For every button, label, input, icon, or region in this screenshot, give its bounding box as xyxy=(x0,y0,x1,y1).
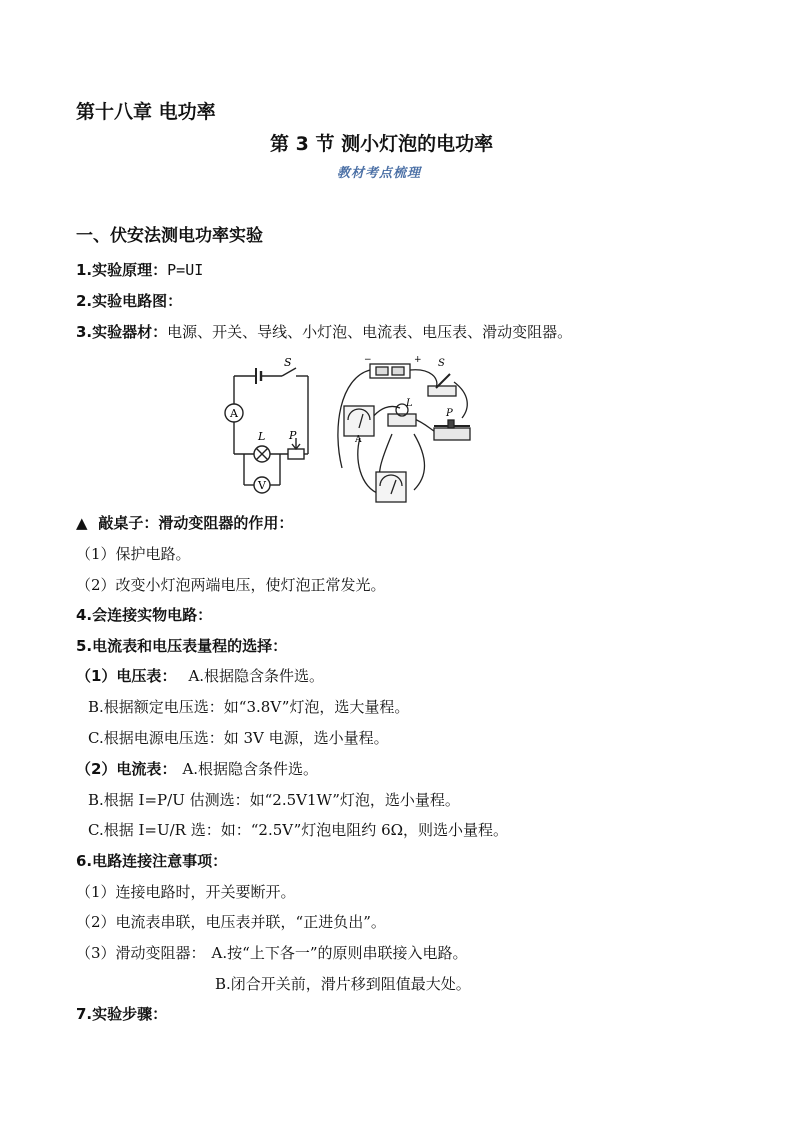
switch-label: S xyxy=(284,356,292,369)
item5-label: 5.电流表和电压表量程的选择： xyxy=(76,637,288,655)
battery-minus-label: − xyxy=(364,355,372,365)
rheostat-slider-label: P xyxy=(289,429,297,442)
triangle-icon: ▲ xyxy=(76,514,88,532)
ammeter-option-b: B.根据 I=P/U 估测选：如“2.5V1W”灯泡，选小量程。 xyxy=(88,791,460,809)
principle-line xyxy=(76,260,203,280)
lamp-label: L xyxy=(258,430,266,443)
ammeter-option-a: A.根据隐含条件选。 xyxy=(182,760,319,778)
circuit-line xyxy=(76,291,182,311)
tip-title: 敲桌子：滑动变阻器的作用： xyxy=(98,514,294,532)
physical-rheostat-label: P xyxy=(446,408,453,419)
ammeter-line xyxy=(76,759,318,779)
item6-note-3-label: （3）滑动变阻器： xyxy=(76,944,206,962)
physical-circuit-sketch xyxy=(330,348,480,506)
circuit-label: 2.实验电路图： xyxy=(76,292,183,310)
physical-lamp-label: L xyxy=(406,398,413,409)
item6-label: 6.电路连接注意事项： xyxy=(76,852,228,870)
ammeter-range-label: （2）电流表： xyxy=(76,760,177,778)
voltmeter-option-c: C.根据电源电压选：如 3V 电源，选小量程。 xyxy=(88,729,389,747)
voltmeter-option-b: B.根据额定电压选：如“3.8V”灯泡，选大量程。 xyxy=(88,698,410,716)
item7-label: 7.实验步骤： xyxy=(76,1005,168,1023)
item6-note-1: （1）连接电路时，开关要断开。 xyxy=(76,883,296,901)
tip-item-2: （2）改变小灯泡两端电压，使灯泡正常发光。 xyxy=(76,576,386,594)
principle-value: P=UI xyxy=(167,261,204,279)
equipment-value: 电源、开关、导线、小灯泡、电流表、电压表、滑动变阻器。 xyxy=(167,323,573,341)
item6-note-3-b: B.闭合开关前，滑片移到阻值最大处。 xyxy=(215,975,471,993)
voltmeter-range-label: （1）电压表： xyxy=(76,667,177,685)
tip-item-1: （1）保护电路。 xyxy=(76,545,191,563)
ammeter-label: A xyxy=(230,407,238,420)
voltmeter-option-a: A.根据隐含条件选。 xyxy=(188,667,325,685)
ammeter-option-c: C.根据 I=U/R 选：如：“2.5V”灯泡电阻约 6Ω，则选小量程。 xyxy=(88,821,509,839)
chapter-title: 第十八章 电功率 xyxy=(76,101,216,123)
item6-note-3 xyxy=(76,943,468,963)
physical-ammeter-label: A xyxy=(355,435,362,445)
circuit-schematic xyxy=(218,350,320,500)
item6-note-3-a: A.按“上下各一”的原则串联接入电路。 xyxy=(211,944,468,962)
equipment-label: 3.实验器材： xyxy=(76,323,168,341)
part-heading: 一、伏安法测电功率实验 xyxy=(76,226,263,246)
voltmeter-line xyxy=(76,666,324,686)
section-title: 第 3 节 测小灯泡的电功率 xyxy=(270,133,494,155)
item4-label: 4.会连接实物电路： xyxy=(76,606,213,624)
tip-heading xyxy=(76,513,293,533)
equipment-line xyxy=(76,322,572,342)
item6-note-2: （2）电流表串联，电压表并联，“正进负出”。 xyxy=(76,913,386,931)
battery-plus-label: + xyxy=(414,355,422,365)
principle-label: 1.实验原理： xyxy=(76,261,168,279)
physical-switch-label: S xyxy=(438,358,445,369)
section-subtitle: 教材考点梳理 xyxy=(337,166,422,181)
voltmeter-label: V xyxy=(258,479,266,492)
